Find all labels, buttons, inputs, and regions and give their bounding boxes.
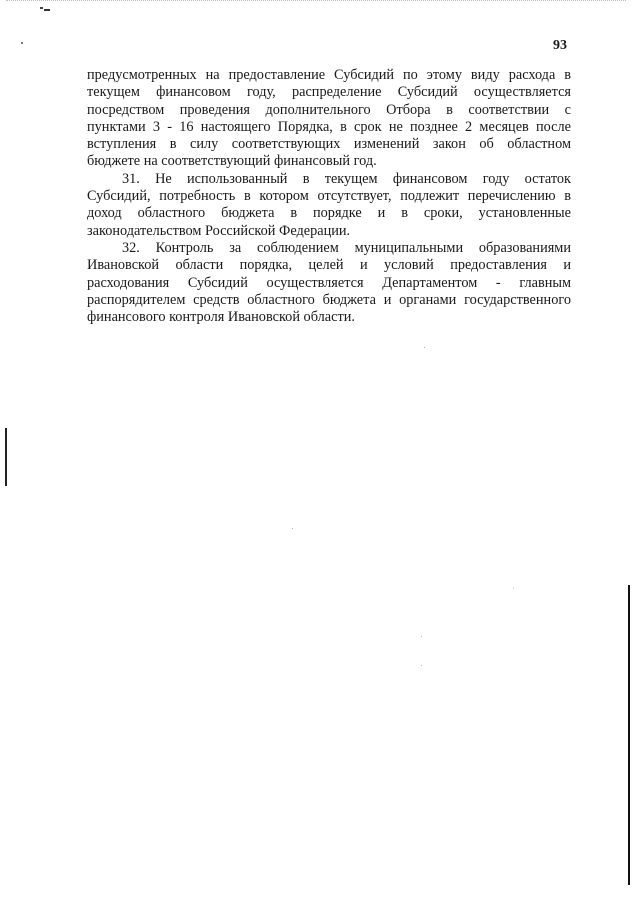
text-line: доход областного бюджета в порядке и в сроки, установленные bbox=[87, 205, 571, 222]
text-line: Субсидий, потребность в котором отсутствует, подлежит перечислению в bbox=[87, 188, 571, 205]
text-line: вступления в силу соответствующих изменений закон об областном bbox=[87, 136, 571, 153]
text-line: текущем финансовом году, распределение Субсидий осуществляется bbox=[87, 84, 571, 101]
paragraph-item-32 bbox=[87, 240, 571, 326]
paragraph-continuation bbox=[87, 67, 571, 171]
text-line: распорядителем средств областного бюджета и органами государственного bbox=[87, 291, 571, 308]
scan-dot bbox=[513, 588, 514, 589]
scan-dot bbox=[421, 636, 422, 637]
scan-dot bbox=[424, 347, 425, 348]
scan-dot bbox=[421, 665, 422, 666]
text-line: Ивановской области порядка, целей и условий предоставления и bbox=[87, 257, 571, 274]
text-line: 31. Не использованный в текущем финансовом году остаток bbox=[122, 170, 571, 187]
scan-corner-mark bbox=[40, 6, 50, 11]
text-line: бюджете на соответствующий финансовый год. bbox=[87, 153, 377, 170]
text-line: финансового контроля Ивановской области. bbox=[87, 309, 355, 326]
document-body bbox=[87, 67, 571, 326]
scan-border-artifact bbox=[6, 0, 626, 3]
text-line: предусмотренных на предоставление Субсидий по этому виду расхода в bbox=[87, 67, 571, 83]
page-number: 93 bbox=[553, 38, 567, 53]
paragraph-item-31 bbox=[87, 171, 571, 240]
scan-edge-line-left bbox=[5, 428, 7, 486]
text-line: пунктами 3 - 16 настоящего Порядка, в срок не позднее 2 месяцев после bbox=[87, 118, 571, 135]
scan-dot bbox=[292, 528, 293, 529]
text-line: 32. Контроль за соблюдением муниципальными образованиями bbox=[122, 239, 571, 256]
text-line: законодательством Российской Федерации. bbox=[87, 222, 351, 239]
text-line: посредством проведения дополнительного Отбора в соответствии с bbox=[87, 101, 571, 118]
text-line: расходования Субсидий осуществляется Департаментом - главным bbox=[87, 274, 571, 291]
scan-edge-line-right bbox=[628, 585, 630, 885]
scan-dot bbox=[21, 42, 23, 44]
